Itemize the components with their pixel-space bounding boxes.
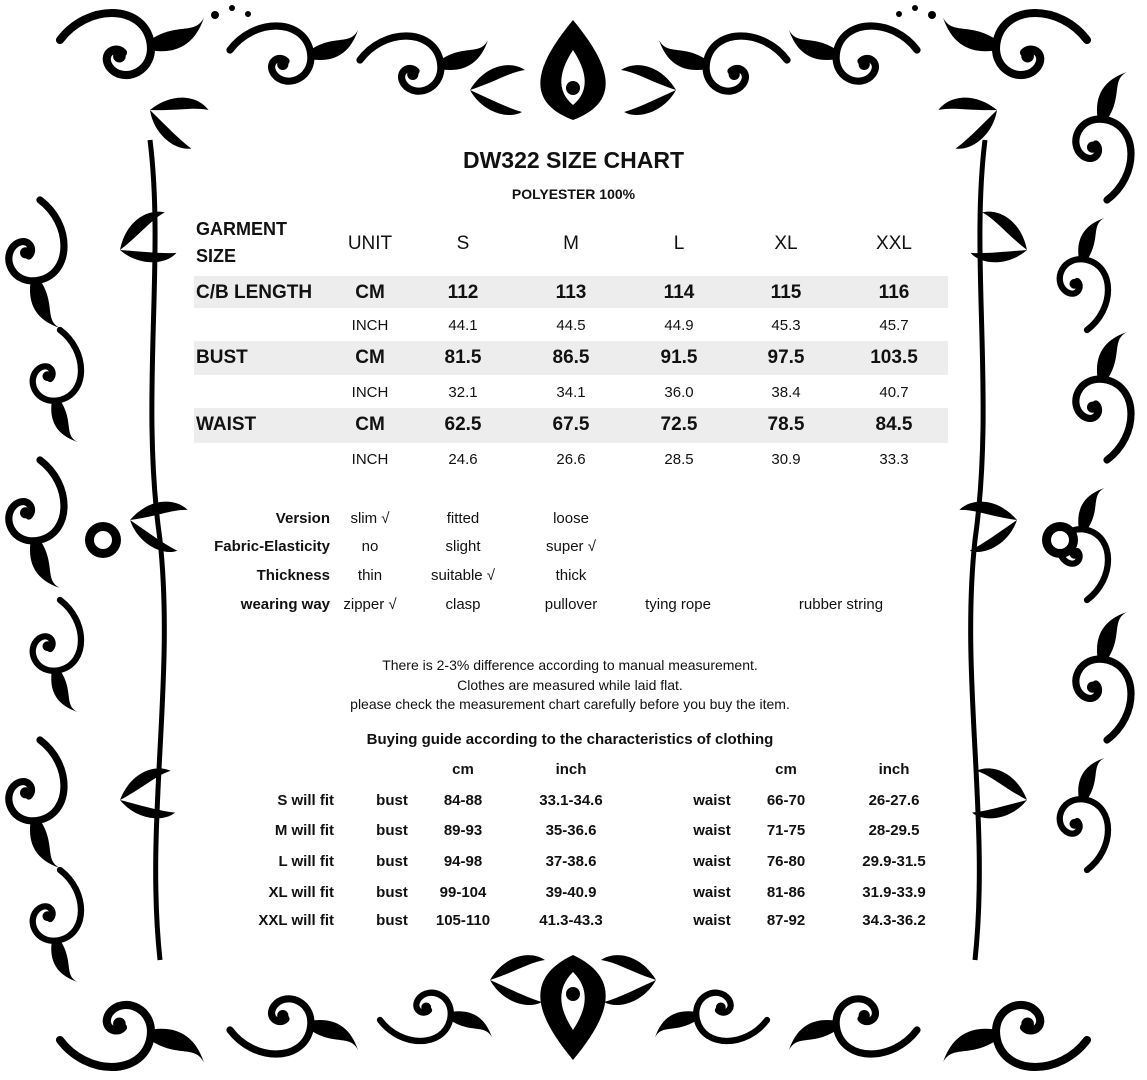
- guide-bust-cm: 94-98: [443, 853, 483, 870]
- guide-bust-label: bust: [376, 792, 408, 809]
- inch-value: 44.5: [556, 317, 586, 334]
- feature-option: no: [361, 538, 379, 555]
- inch-value: 40.7: [879, 384, 909, 401]
- inch-value: 24.6: [448, 451, 478, 468]
- cm-value: 116: [878, 282, 910, 303]
- guide-waist-label: waist: [693, 792, 731, 809]
- size-header-m: M: [563, 233, 579, 254]
- inch-value: 34.1: [556, 384, 586, 401]
- guide-bust-inch: 33.1-34.6: [539, 792, 603, 809]
- feature-label: Fabric-Elasticity: [214, 538, 330, 555]
- size-header-xl: XL: [774, 233, 798, 254]
- unit-cm: CM: [355, 282, 385, 303]
- guide-waist-cm: 66-70: [766, 792, 806, 809]
- guide-header-waist-inch: inch: [878, 761, 910, 778]
- header-unit: UNIT: [347, 233, 393, 254]
- unit-inch: INCH: [351, 317, 389, 334]
- guide-bust-cm: 89-93: [443, 822, 483, 839]
- guide-waist-cm: 76-80: [766, 853, 806, 870]
- inch-value: 28.5: [664, 451, 694, 468]
- feature-option: super √: [546, 538, 596, 555]
- feature-label: Version: [275, 510, 330, 527]
- guide-header-bust-cm: cm: [452, 761, 474, 778]
- guide-waist-inch: 34.3-36.2: [862, 912, 926, 929]
- feature-label: Thickness: [256, 567, 330, 584]
- frame-left: [9, 140, 189, 982]
- feature-option: thick: [555, 567, 587, 584]
- guide-bust-label: bust: [376, 822, 408, 839]
- inch-value: 36.0: [664, 384, 694, 401]
- cm-value: 114: [663, 282, 695, 303]
- cm-value: 97.5: [767, 347, 805, 368]
- inch-value: 26.6: [556, 451, 586, 468]
- cm-value: 78.5: [767, 414, 805, 435]
- feature-option: pullover: [544, 596, 598, 613]
- frame-bottom: [60, 955, 1087, 1067]
- cm-value: 72.5: [660, 414, 698, 435]
- size-header-s: S: [456, 233, 470, 254]
- guide-bust-label: bust: [376, 853, 408, 870]
- frame-right: [959, 72, 1131, 960]
- cm-value: 62.5: [444, 414, 482, 435]
- guide-waist-inch: 29.9-31.5: [862, 853, 926, 870]
- cm-value: 115: [770, 282, 802, 303]
- guide-waist-label: waist: [693, 912, 731, 929]
- feature-option: thin: [357, 567, 383, 584]
- buying-guide-title: Buying guide according to the characteristics of clothing: [366, 731, 774, 748]
- cm-value: 91.5: [660, 347, 698, 368]
- guide-size-label: L will fit: [278, 853, 334, 870]
- row-label: BUST: [196, 347, 248, 368]
- feature-label: wearing way: [240, 596, 330, 613]
- inch-value: 30.9: [771, 451, 801, 468]
- inch-value: 45.7: [879, 317, 909, 334]
- inch-value: 44.1: [448, 317, 478, 334]
- inch-value: 44.9: [664, 317, 694, 334]
- feature-option: suitable √: [430, 567, 496, 584]
- guide-waist-inch: 31.9-33.9: [862, 884, 926, 901]
- measurement-note: Clothes are measured while laid flat.: [457, 677, 683, 693]
- guide-header-bust-inch: inch: [555, 761, 587, 778]
- inch-value: 45.3: [771, 317, 801, 334]
- measurement-note: please check the measurement chart carefully before you buy the item.: [350, 696, 790, 712]
- feature-option: clasp: [445, 596, 481, 613]
- guide-size-label: M will fit: [274, 822, 334, 839]
- inch-value: 38.4: [771, 384, 801, 401]
- guide-bust-inch: 39-40.9: [545, 884, 597, 901]
- guide-bust-label: bust: [376, 884, 408, 901]
- guide-header-waist-cm: cm: [775, 761, 797, 778]
- guide-waist-inch: 26-27.6: [868, 792, 920, 809]
- size-header-xxl: XXL: [876, 233, 912, 254]
- measurement-note: There is 2-3% difference according to manual measurement.: [382, 657, 758, 673]
- guide-waist-inch: 28-29.5: [868, 822, 920, 839]
- cm-value: 81.5: [444, 347, 482, 368]
- guide-bust-cm: 105-110: [435, 912, 491, 929]
- guide-waist-cm: 81-86: [766, 884, 806, 901]
- feature-option: fitted: [446, 510, 480, 527]
- size-header-l: L: [673, 233, 685, 254]
- feature-option: zipper √: [343, 596, 397, 613]
- page-title: DW322 SIZE CHART: [462, 147, 685, 173]
- feature-option: slight: [445, 538, 481, 555]
- guide-bust-inch: 41.3-43.3: [539, 912, 603, 929]
- unit-inch: INCH: [351, 384, 389, 401]
- feature-option: tying rope: [645, 596, 711, 613]
- inch-value: 33.3: [879, 451, 909, 468]
- inch-value: 32.1: [448, 384, 478, 401]
- guide-waist-label: waist: [693, 884, 731, 901]
- cm-value: 103.5: [870, 347, 918, 368]
- guide-bust-inch: 37-38.6: [545, 853, 597, 870]
- unit-cm: CM: [355, 414, 385, 435]
- material-label: POLYESTER 100%: [511, 186, 636, 202]
- guide-waist-cm: 71-75: [766, 822, 806, 839]
- guide-waist-cm: 87-92: [766, 912, 806, 929]
- cm-value: 113: [555, 282, 587, 303]
- header-garment-size-2: SIZE: [196, 246, 237, 266]
- frame-top: [60, 5, 1087, 152]
- feature-option: rubber string: [798, 596, 884, 613]
- guide-waist-label: waist: [693, 822, 731, 839]
- guide-bust-cm: 84-88: [443, 792, 483, 809]
- guide-size-label: XL will fit: [268, 884, 334, 901]
- guide-size-label: S will fit: [277, 792, 334, 809]
- unit-cm: CM: [355, 347, 385, 368]
- unit-inch: INCH: [351, 451, 389, 468]
- guide-bust-inch: 35-36.6: [545, 822, 597, 839]
- cm-value: 112: [447, 282, 479, 303]
- cm-value: 86.5: [552, 347, 590, 368]
- guide-bust-label: bust: [376, 912, 408, 929]
- feature-option: slim √: [350, 510, 390, 527]
- guide-waist-label: waist: [693, 853, 731, 870]
- guide-bust-cm: 99-104: [439, 884, 487, 901]
- cm-value: 67.5: [552, 414, 590, 435]
- feature-option: loose: [553, 510, 589, 527]
- header-garment-size: GARMENT: [196, 219, 287, 239]
- cm-value: 84.5: [875, 414, 913, 435]
- row-label: C/B LENGTH: [196, 282, 313, 303]
- guide-size-label: XXL will fit: [258, 912, 334, 929]
- row-label: WAIST: [196, 414, 257, 435]
